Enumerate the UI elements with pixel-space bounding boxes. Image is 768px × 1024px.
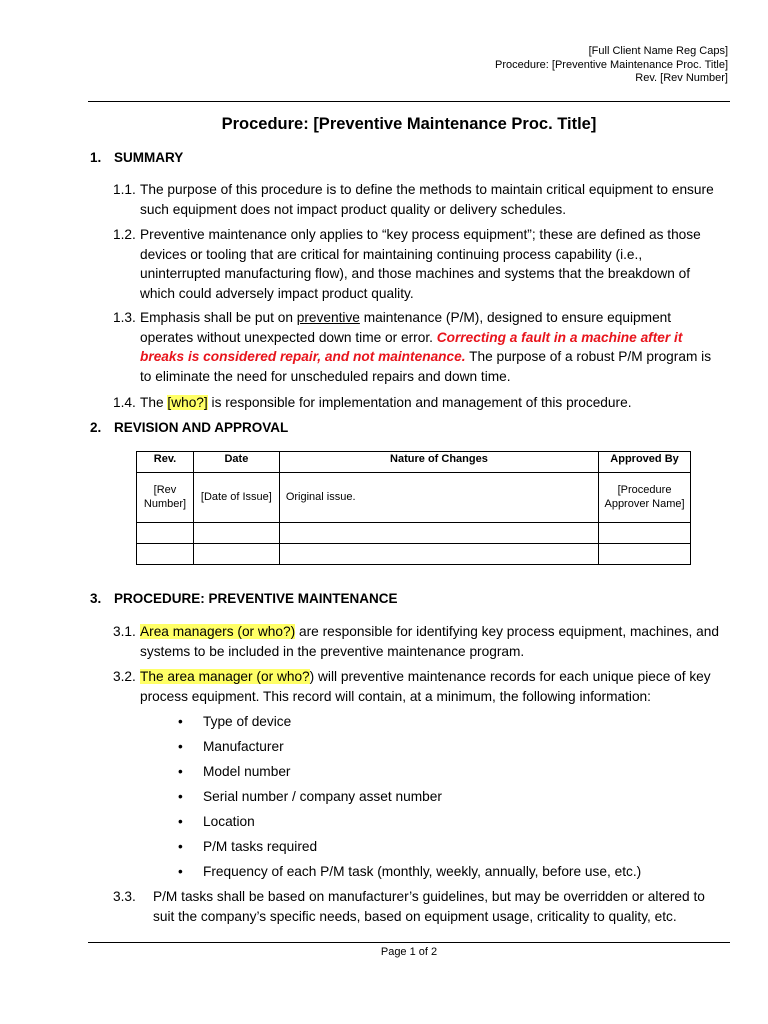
- section-1-heading: 1. SUMMARY: [90, 150, 184, 165]
- table-cell: Original issue.: [279, 473, 598, 523]
- table-cell: [Date of Issue]: [193, 473, 279, 523]
- table-header-row: [137, 452, 691, 473]
- highlighted-text: Area managers (or who?): [140, 624, 296, 639]
- paragraph-3-1: 3.1. Area managers (or who?) are responsible for identifying key process equipment, machines, and systems to be included in the preventive maintenance program.: [113, 624, 719, 659]
- underlined-term: preventive: [296, 310, 360, 325]
- paragraph-1-1: 1.1. The purpose of this procedure is to define the methods to maintain critical equipment to ensure such equipment does not impact product quality or delivery schedules.: [113, 182, 714, 217]
- document-page: [Full Client Name Reg Caps] Procedure: [Preventive Maintenance Proc. Title] Rev. [Rev Number] Procedure: [Preventive Maintenance Proc. Title] 1. SUMMARY 1.1. The purpose of this procedure is to define the methods to maintain critical equipment to ensure such equipment does not impact product quality or delivery schedules. 1.2. Preventive maintenance only applies to “key process equipment”; these are defined as those devices or tooling that are critical for maintaining continuing process capability (i.e., uninterrupted manufacturing flow), and those machines and systems that the breakdown of which could adversely impact product quality. 1.3. Emphasis shall be put on preventive maintenance (P/M), designed to ensure equipment operates without unexpected down time or error. Correcting a fault in a machine after it breaks is considered repair, and not maintenance. The purpose of a robust P/M program is to eliminate the need for unscheduled repairs and down time. 1.4. The [who?] is responsible for implementation and management of this procedure. 2. REVISION AND APPROVAL Rev. Date Nature of Changes Approved By [Rev Number] [Date of Issue] Original issue. [Procedure Approver Name] 3. PROCEDURE: PREVENTIVE MAINTENANCE 3.1. Area managers (or who?) are responsible for identifying key process equipment, machines, and systems to be included in the preventive maintenance program. 3.2. The area manager (or who?) will preventive maintenance records for each unique piece of key process equipment. This record will contain, at a minimum, the following information: • Type of device • Manufacturer • Model number • Serial number / company asset number • Location • P/M tasks required • Frequency of each P/M task (monthly, weekly, annually, before use, etc.) 3.3. P/M tasks shall be based on manufacturer’s guidelines, but may be overridden or altered to suit the company’s specific needs, based on equipment usage, criticality to quality, etc. Page 1 of 2: [90, 45, 728, 958]
- bullet-icon: •: [178, 864, 183, 879]
- bullet-icon: •: [178, 839, 183, 854]
- page-number: Page 1 of 2: [380, 946, 438, 958]
- table-row-empty: [137, 523, 691, 544]
- table-cell: [Rev Number]: [137, 473, 194, 523]
- page-header: [495, 45, 728, 86]
- bullet-icon: •: [178, 764, 183, 779]
- revision-table: [136, 451, 691, 565]
- table-row-empty: [137, 544, 691, 565]
- section-2-heading: 2. REVISION AND APPROVAL: [90, 420, 289, 435]
- highlighted-text: [who?]: [167, 395, 208, 410]
- table-header-approved: Approved By: [599, 452, 691, 473]
- table-cell: [Procedure Approver Name]: [599, 473, 691, 523]
- header-procedure: Procedure: [Preventive Maintenance Proc. Title]: [495, 58, 728, 71]
- header-rule: [88, 101, 730, 102]
- table-row: [137, 473, 691, 523]
- header-revision: Rev. [Rev Number]: [635, 72, 728, 84]
- table-header-nature: Nature of Changes: [279, 452, 598, 473]
- emphasis-text: Correcting a fault in a machine after it breaks is considered repair, and not maintenance.: [140, 329, 683, 364]
- document-title: Procedure: [Preventive Maintenance Proc. Title]: [221, 115, 597, 133]
- table-header-rev: Rev.: [137, 452, 194, 473]
- highlighted-text: The area manager (or who?: [140, 669, 310, 684]
- bullet-icon: •: [178, 789, 183, 804]
- bullet-icon: •: [178, 814, 183, 829]
- paragraph-1-4: 1.4. The [who?] is responsible for implementation and management of this procedure.: [113, 395, 632, 410]
- footer-rule: [88, 942, 730, 943]
- table-header-date: Date: [193, 452, 279, 473]
- header-client: [Full Client Name Reg Caps]: [588, 45, 728, 57]
- paragraph-1-2: 1.2. Preventive maintenance only applies to “key process equipment”; these are defined as those devices or tooling that are critical for maintaining continuing process capability (i.e., uninterrupted manufacturing flow), and those machines and systems that the breakdown of which could adversely impact product quality.: [113, 227, 701, 301]
- section-3-heading: 3. PROCEDURE: PREVENTIVE MAINTENANCE: [90, 591, 398, 606]
- bullet-icon: •: [178, 739, 183, 754]
- paragraph-3-2: 3.2. The area manager (or who?) will preventive maintenance records for each unique piece of key process equipment. This record will contain, at a minimum, the following information:: [113, 669, 711, 704]
- bullet-icon: •: [178, 714, 183, 729]
- paragraph-3-3: 3.3. P/M tasks shall be based on manufacturer’s guidelines, but may be overridden or altered to suit the company’s specific needs, based on equipment usage, criticality to quality, etc.: [113, 889, 705, 924]
- paragraph-1-3: 1.3. Emphasis shall be put on preventive maintenance (P/M), designed to ensure equipment operates without unexpected down time or error. Correcting a fault in a machine after it breaks is considered repair, and not maintenance. The purpose of a robust P/M program is to eliminate the need for unscheduled repairs and down time.: [113, 310, 712, 384]
